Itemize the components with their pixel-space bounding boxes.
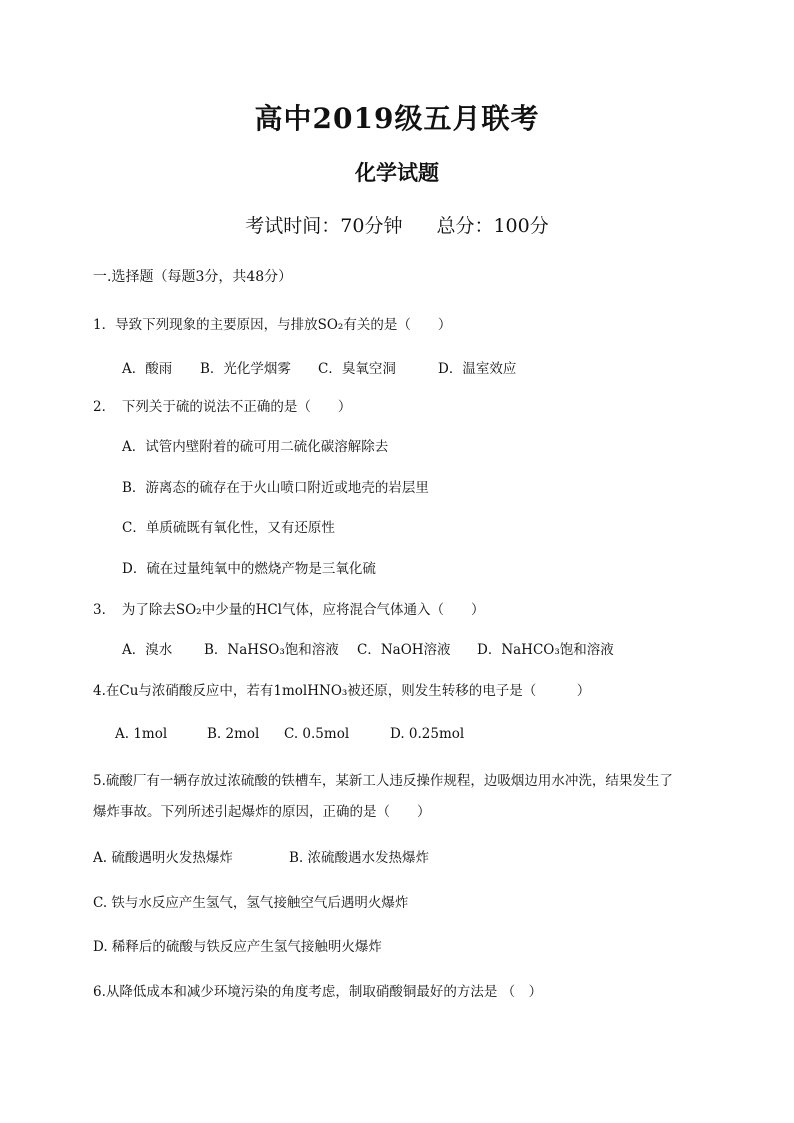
question-4-stem: 4.在Cu与浓硝酸反应中，若有1molHNO₃被还原，则发生转移的电子是（ ）	[93, 683, 591, 699]
exam-time: 考试时间：70分钟	[245, 215, 403, 237]
q4-option-a: A. 1mol	[115, 726, 168, 742]
question-5-options-ab	[93, 846, 429, 866]
q1-option-b: B．光化学烟雾	[200, 361, 291, 377]
q1-option-a: A．酸雨	[122, 361, 173, 377]
q2-option-a: A．试管内壁附着的硫可用二硫化碳溶解除去	[122, 439, 389, 455]
q5-option-d: D. 稀释后的硫酸与铁反应产生氢气接触明火爆炸	[93, 939, 382, 955]
q1-option-c: C．臭氧空洞	[318, 361, 396, 377]
exam-meta	[0, 211, 794, 238]
q1-option-d: D．温室效应	[438, 361, 517, 377]
q3-option-c: C．NaOH溶液	[357, 642, 451, 658]
question-1-stem: 1．导致下列现象的主要原因，与排放SO₂有关的是（ ）	[93, 317, 452, 333]
question-2-stem: 2． 下列关于硫的说法不正确的是（ ）	[93, 399, 352, 415]
q5-option-c: C. 铁与水反应产生氢气，氢气接触空气后遇明火爆炸	[93, 895, 409, 911]
question-4-options	[115, 726, 464, 742]
q5-option-a: A. 硫酸遇明火发热爆炸	[93, 850, 233, 866]
q2-option-c: C．单质硫既有氧化性，又有还原性	[122, 520, 335, 536]
section-heading: 一.选择题（每题3分，共48分）	[93, 269, 293, 285]
q2-option-d: D．硫在过量纯氧中的燃烧产物是三氧化硫	[122, 561, 376, 577]
q5-option-b: B. 浓硫酸遇水发热爆炸	[289, 850, 430, 866]
question-1-options	[122, 357, 516, 377]
q3-option-a: A．溴水	[122, 642, 173, 658]
question-6-stem: 6.从降低成本和减少环境污染的角度考虑，制取硝酸铜最好的方法是 （ ）	[93, 984, 543, 1000]
q3-option-b: B．NaHSO₃饱和溶液	[204, 642, 339, 658]
question-5-stem-line2: 爆炸事故。下列所述引起爆炸的原因，正确的是（ ）	[93, 804, 431, 820]
q4-option-c: C. 0.5mol	[284, 726, 350, 742]
q3-option-d: D．NaHCO₃饱和溶液	[477, 642, 614, 658]
q4-option-b: B. 2mol	[207, 726, 260, 742]
exam-subtitle: 化学试题	[355, 160, 439, 185]
q2-option-b: B．游离态的硫存在于火山喷口附近或地壳的岩层里	[122, 480, 429, 496]
question-3-stem: 3． 为了除去SO₂中少量的HCl气体，应将混合气体通入（ ）	[93, 602, 485, 618]
question-5-stem-line1: 5.硫酸厂有一辆存放过浓硫酸的铁槽车，某新工人违反操作规程，边吸烟边用水冲洗，结果发生了	[93, 773, 673, 789]
question-3-options	[122, 638, 614, 658]
q4-option-d: D. 0.25mol	[390, 726, 465, 742]
total-score: 总分：100分	[436, 215, 549, 237]
exam-title: 高中2019级五月联考	[254, 102, 540, 135]
